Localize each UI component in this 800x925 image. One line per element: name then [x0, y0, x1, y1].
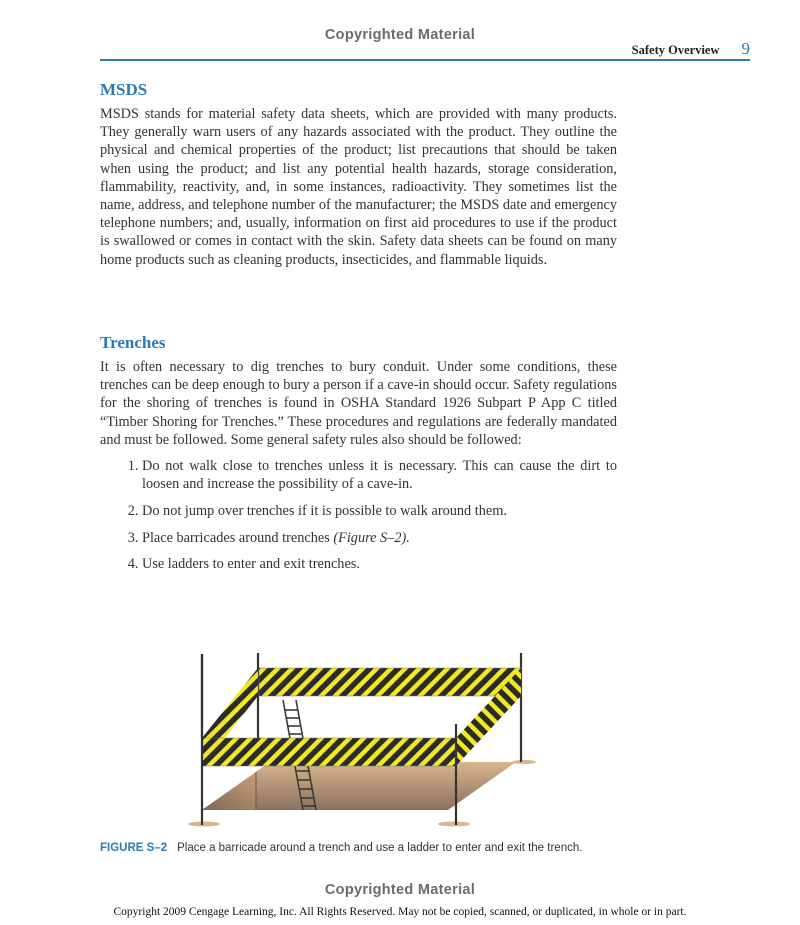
header-rule	[100, 59, 750, 61]
list-item	[142, 555, 617, 573]
section-heading: MSDS	[100, 80, 148, 99]
list-item	[142, 529, 617, 547]
safety-rules-list	[100, 457, 617, 574]
rule-text: Do not jump over trenches if it is possible to walk around them.	[142, 502, 507, 519]
section-msds	[100, 80, 617, 269]
figure-caption-text: Place a barricade around a trench and use a ladder to enter and exit the trench.	[177, 842, 583, 854]
figure-reference: (Figure S–2).	[333, 529, 410, 546]
running-head	[632, 39, 750, 59]
running-head-title: Safety Overview	[631, 43, 720, 57]
figure-caption	[100, 842, 582, 854]
rule-text: Place barricades around trenches	[142, 529, 334, 546]
barricade-tape-back	[259, 668, 521, 696]
watermark-bottom: Copyrighted Material	[324, 882, 476, 898]
paragraph: MSDS stands for material safety data sheets, which are provided with many products. They generally warn users of any hazards associated with the product. They outline the physical and chemical properties of the product; list precautions that should be taken when using the product; and list any potential health hazards, storage consideration, flammability, reactivity, and, in some instances, radioactivity. They sometimes list the name, address, and telephone number of the manufacturer; the MSDS date and emergency telephone numbers; and, usually, information on first aid procedures to use if the product is swallowed or comes in contact with the skin. Safety data sheets can be found on many home products such as cleaning products, insecticides, and flammable liquids.	[100, 106, 617, 268]
paragraph: It is often necessary to dig trenches to bury conduit. Under some conditions, these trenches can be deep enough to bury a person if a cave-in should occur. Safety regulations for the shoring of trenches is found in OSHA Standard 1926 Subpart P App C titled “Timber Shoring for Trenches.” These procedures and regulations are federally mandated and must be followed. Some general safety rules also should be followed:	[100, 359, 617, 448]
section-trenches	[100, 333, 617, 582]
section-heading: Trenches	[100, 333, 166, 352]
rule-text: Do not walk close to trenches unless it is necessary. This can cause the dirt to loosen and increase the possibility of a cave-in.	[142, 458, 617, 493]
copyright-notice: Copyright 2009 Cengage Learning, Inc. All Rights Reserved. May not be copied, scanned, or duplicated, in whole or in part.	[113, 906, 687, 918]
figure-label: FIGURE S–2	[100, 842, 168, 854]
barricade-trench-illustration	[180, 650, 540, 830]
watermark-top: Copyrighted Material	[324, 27, 476, 43]
page-number: 9	[741, 39, 750, 58]
rule-text: Use ladders to enter and exit trenches.	[142, 556, 360, 573]
figure-barricade-illustration	[180, 650, 540, 830]
list-item	[142, 457, 617, 493]
barricade-tape-front	[202, 738, 456, 766]
list-item	[142, 502, 617, 520]
